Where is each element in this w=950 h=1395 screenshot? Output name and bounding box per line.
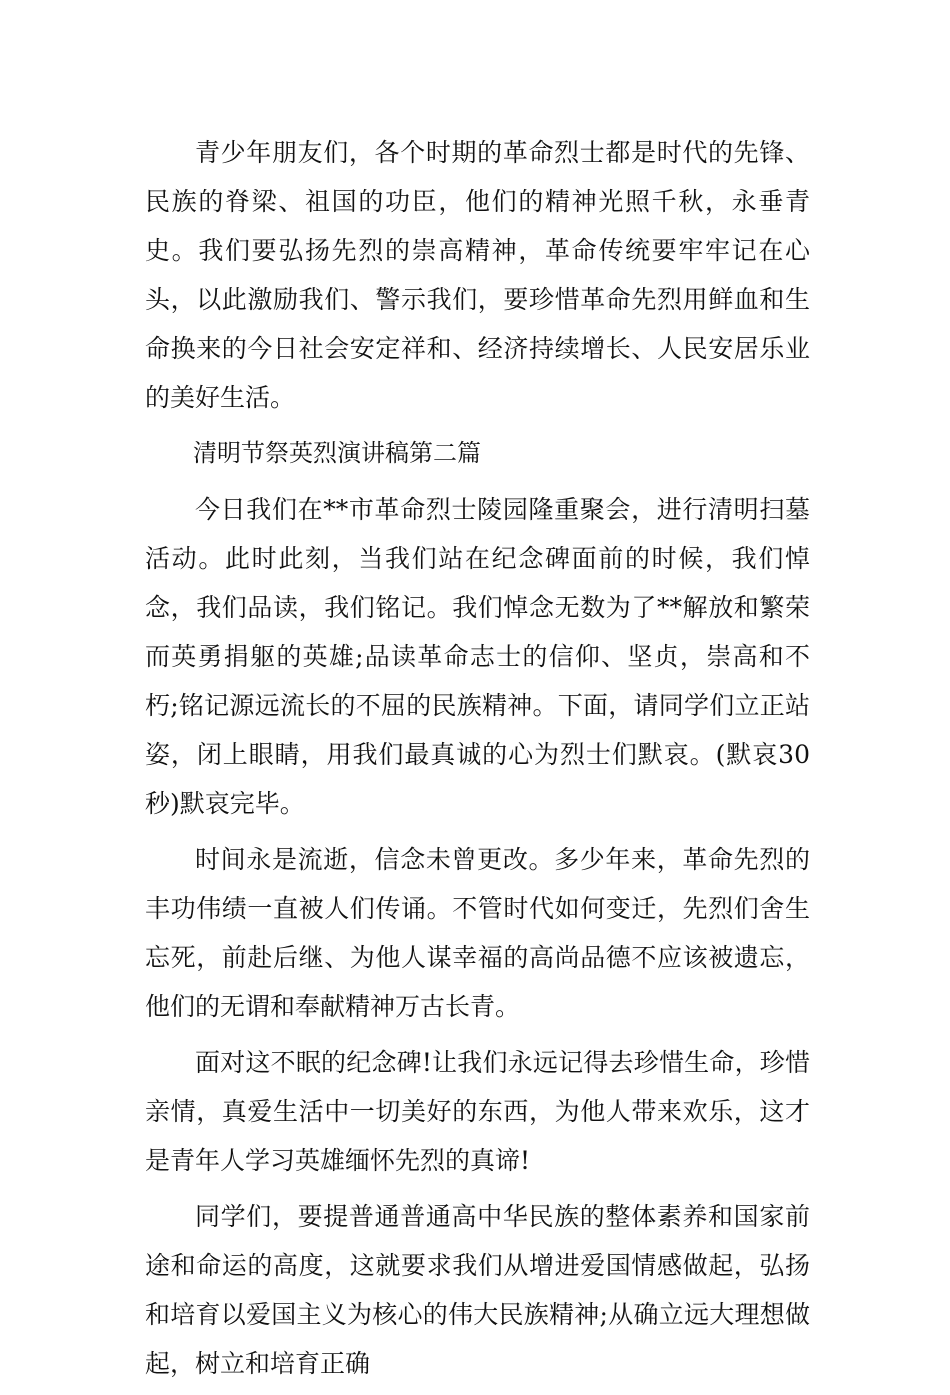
paragraph-5: 同学们，要提普通普通高中华民族的整体素养和国家前途和命运的高度，这就要求我们从增进爱国情感做起，弘扬和培育以爱国主义为核心的伟大民族精神;从确立远大理想做起，树立和培育正确 bbox=[145, 1202, 810, 1378]
paragraph-4: 面对这不眠的纪念碑!让我们永远记得去珍惜生命，珍惜亲情，真爱生活中一切美好的东西，为他人带来欢乐，这才是青年人学习英雄缅怀先烈的真谛! bbox=[145, 1048, 810, 1175]
paragraph-3: 时间永是流逝，信念未曾更改。多少年来，革命先烈的丰功伟绩一直被人们传诵。不管时代如何变迁，先烈们舍生忘死，前赴后继、为他人谋幸福的高尚品德不应该被遗忘，他们的无谓和奉献精神万古长青。 bbox=[145, 845, 810, 1021]
paragraph-1: 青少年朋友们，各个时期的革命烈士都是时代的先锋、民族的脊梁、祖国的功臣，他们的精神光照千秋，永垂青史。我们要弘扬先烈的崇高精神，革命传统要牢牢记在心头，以此激励我们、警示我们，要珍惜革命先烈用鲜血和生命换来的今日社会安定祥和、经济持续增长、人民安居乐业的美好生活。 bbox=[145, 138, 810, 412]
document-body bbox=[145, 128, 810, 1395]
paragraph-2: 今日我们在**市革命烈士陵园隆重聚会，进行清明扫墓活动。此时此刻，当我们站在纪念碑面前的时候，我们悼念，我们品读，我们铭记。我们悼念无数为了**解放和繁荣而英勇捐躯的英雄;品读革命志士的信仰、坚贞，崇高和不朽;铭记源远流长的不屈的民族精神。下面，请同学们立正站姿，闭上眼睛，用我们最真诚的心为烈士们默哀。(默哀30秒)默哀完毕。 bbox=[145, 495, 810, 818]
section-heading: 清明节祭英烈演讲稿第二篇 bbox=[193, 439, 481, 467]
